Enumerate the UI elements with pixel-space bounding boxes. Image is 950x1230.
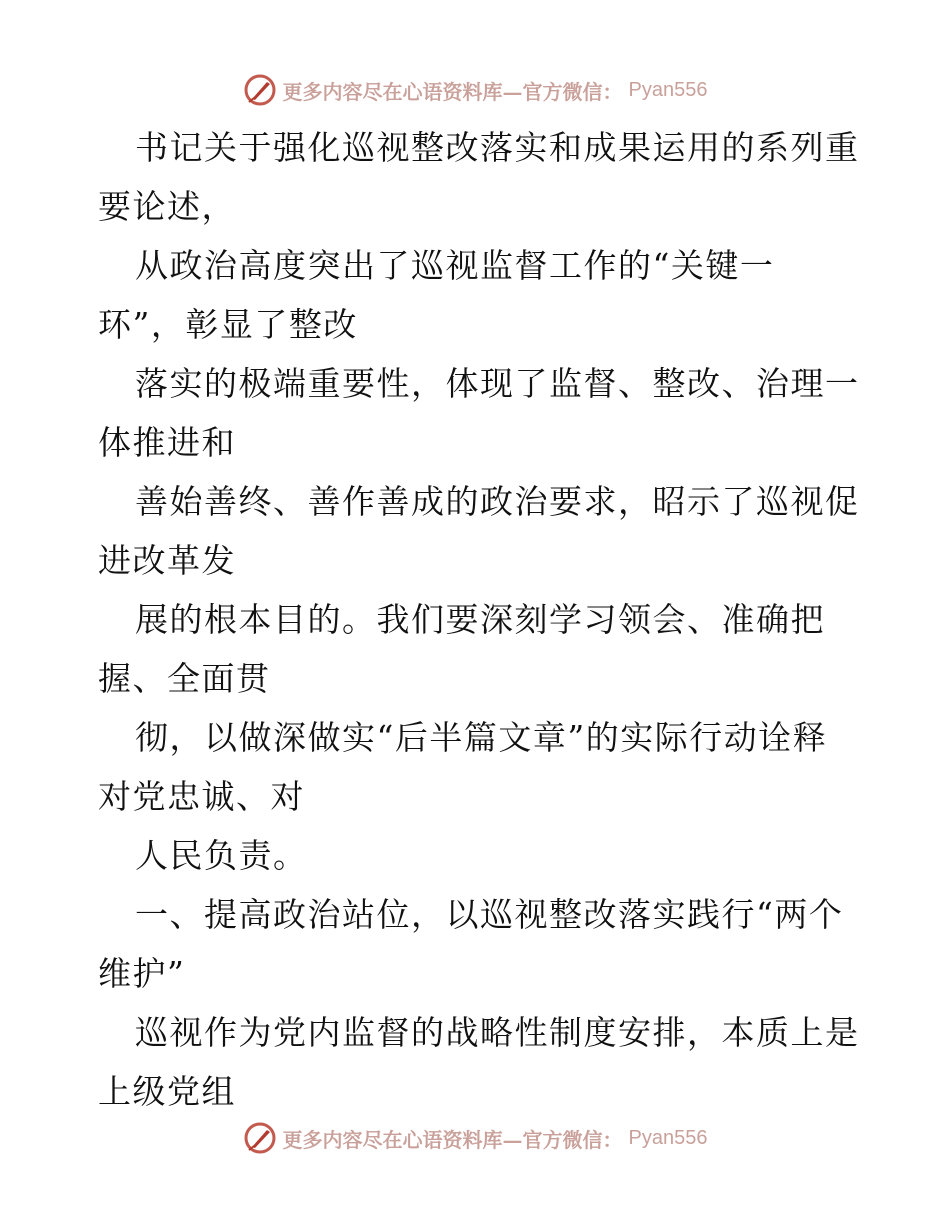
text-line: 从政治高度突出了巡视监督工作的“关键一 (135, 246, 775, 285)
text-line: 人民负责。 (135, 836, 308, 875)
header-watermark (0, 70, 950, 110)
footer-watermark (0, 1118, 950, 1158)
text-line: 上级党组 (98, 1072, 236, 1111)
text-line: 对党忠诚、对 (98, 777, 305, 816)
text-line: 展的根本目的。我们要深刻学习领会、准确把 (135, 600, 825, 639)
text-line: 环”，彰显了整改 (98, 305, 358, 344)
quill-circle-logo-icon (243, 1121, 277, 1155)
text-line: 落实的极端重要性，体现了监督、整改、治理一 (135, 364, 860, 403)
text-line: 要论述， (98, 187, 236, 226)
text-line: 体推进和 (98, 423, 236, 462)
quill-circle-logo-icon (243, 73, 277, 107)
text-line: 进改革发 (98, 541, 236, 580)
text-line: 巡视作为党内监督的战略性制度安排，本质上是 (135, 1013, 860, 1052)
text-line: 彻，以做深做实“后半篇文章”的实际行动诠释 (135, 718, 828, 757)
section-heading: 一、提高政治站位，以巡视整改落实践行“两个 (135, 895, 844, 934)
text-line: 善始善终、善作善成的政治要求，昭示了巡视促 (135, 482, 860, 521)
text-line: 书记关于强化巡视整改落实和成果运用的系列重 (135, 128, 860, 167)
watermark-brand: Pyan556 (628, 78, 708, 101)
watermark-text: 更多内容尽在心语资料库—官方微信： (282, 1127, 623, 1152)
text-line: 握、全面贯 (98, 659, 271, 698)
watermark-brand: Pyan556 (628, 1126, 708, 1149)
section-heading: 维护” (98, 954, 186, 993)
document-body (98, 118, 858, 1121)
watermark-text: 更多内容尽在心语资料库—官方微信： (282, 79, 623, 104)
